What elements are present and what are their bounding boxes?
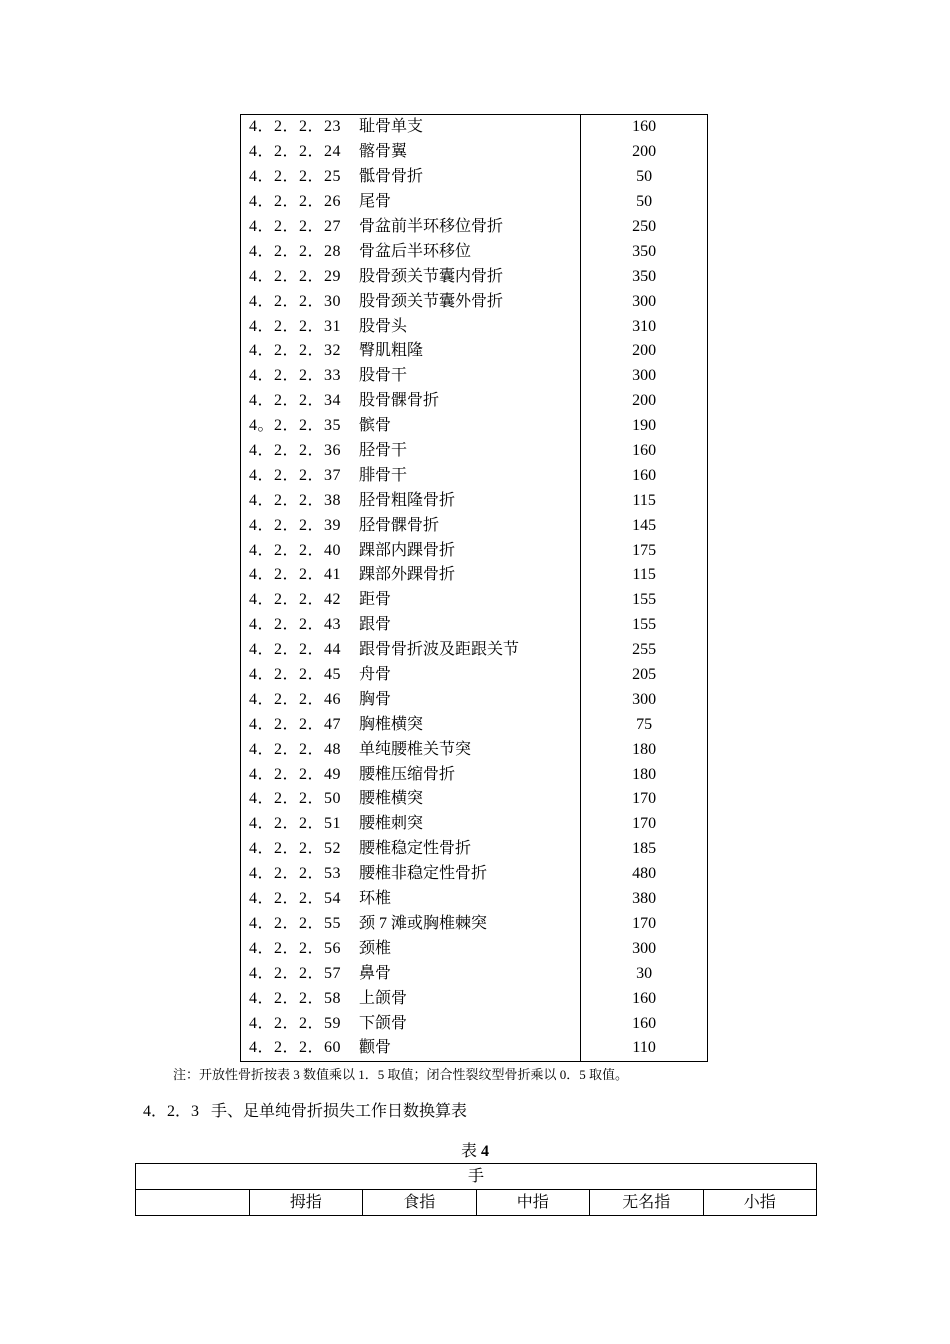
table-row <box>241 115 708 140</box>
item-name: 舟骨 <box>359 666 392 684</box>
value-cell: 350 <box>632 267 657 285</box>
value-cell: 380 <box>632 890 657 908</box>
item-cell <box>241 787 581 812</box>
item-name: 腰椎刺突 <box>359 815 424 833</box>
table-row <box>241 887 708 912</box>
value-cell: 155 <box>632 616 657 634</box>
table-row <box>241 463 708 488</box>
value-cell: 50 <box>636 168 653 186</box>
item-name: 胫骨干 <box>359 442 408 460</box>
caption-number: 4 <box>481 1143 489 1160</box>
table-row <box>241 439 708 464</box>
value-cell: 170 <box>632 815 657 833</box>
table-row <box>241 289 708 314</box>
item-number: 4．2．2．60 <box>249 1039 342 1057</box>
item-number: 4．2．2．32 <box>249 342 342 360</box>
item-name: 耻骨单支 <box>359 118 424 136</box>
item-cell <box>241 190 581 215</box>
item-cell <box>241 912 581 937</box>
item-cell <box>241 314 581 339</box>
item-name: 腰椎压缩骨折 <box>359 765 456 783</box>
section-heading <box>143 1101 467 1123</box>
table-row <box>241 488 708 513</box>
value-cell: 160 <box>632 466 657 484</box>
value-cell: 350 <box>632 242 657 260</box>
header-cell-thumb: 拇指 <box>249 1190 363 1216</box>
item-number: 4．2．2．28 <box>249 242 342 260</box>
table-row <box>241 364 708 389</box>
table-row <box>241 812 708 837</box>
item-name: 鼻骨 <box>359 964 392 982</box>
value-cell: 110 <box>632 1039 656 1057</box>
item-number: 4．2．2．41 <box>249 566 342 584</box>
item-cell <box>241 239 581 264</box>
item-number: 4．2．2．42 <box>249 591 342 609</box>
item-name: 胫骨粗隆骨折 <box>359 491 456 509</box>
item-name: 腰椎稳定性骨折 <box>359 840 472 858</box>
value-cell: 190 <box>632 417 657 435</box>
item-name: 股骨颈关节囊外骨折 <box>359 292 504 310</box>
caption-prefix: 表 <box>460 1143 477 1160</box>
value-cell: 310 <box>632 317 657 335</box>
item-number: 4．2．2．56 <box>249 939 342 957</box>
item-number: 4．2．2．30 <box>249 292 342 310</box>
item-cell <box>241 463 581 488</box>
header-cell-ring: 无名指 <box>590 1190 704 1216</box>
item-name: 腓骨干 <box>359 466 408 484</box>
item-cell <box>241 215 581 240</box>
value-cell: 200 <box>632 143 657 161</box>
table-4-caption <box>0 1141 950 1163</box>
item-cell <box>241 961 581 986</box>
table-3-fracture-days <box>240 114 708 1062</box>
item-cell <box>241 762 581 787</box>
table-row <box>241 712 708 737</box>
item-name: 骶骨骨折 <box>359 168 424 186</box>
value-cell: 115 <box>632 566 656 584</box>
table-row <box>241 314 708 339</box>
value-cell: 250 <box>632 218 657 235</box>
value-cell: 200 <box>632 392 657 410</box>
table-row <box>241 837 708 862</box>
item-number: 4．2．2．43 <box>249 616 342 634</box>
header-cell-middle: 中指 <box>476 1190 590 1216</box>
table-row <box>241 1036 708 1061</box>
item-name: 尾骨 <box>359 193 392 211</box>
section-number: 4．2．3 <box>143 1103 200 1120</box>
item-number: 4．2．2．53 <box>249 865 342 883</box>
value-cell: 75 <box>636 715 653 733</box>
table-row <box>241 165 708 190</box>
table-4-header-row <box>136 1190 817 1216</box>
item-name: 髂骨翼 <box>359 143 408 161</box>
item-number: 4．2．2．48 <box>249 740 342 758</box>
item-number: 4．2．2．40 <box>249 541 342 559</box>
item-name: 胫骨髁骨折 <box>359 516 440 534</box>
table-row <box>241 538 708 563</box>
item-number: 4．2．2．58 <box>249 989 342 1007</box>
item-cell <box>241 140 581 165</box>
item-number: 4．2．2．45 <box>249 666 342 684</box>
item-cell <box>241 687 581 712</box>
table-row <box>241 737 708 762</box>
item-cell <box>241 439 581 464</box>
item-number: 4．2．2．25 <box>249 168 342 186</box>
value-cell: 175 <box>632 541 657 559</box>
item-number: 4．2．2．26 <box>249 193 342 211</box>
item-name: 胸骨 <box>359 690 392 708</box>
item-cell <box>241 737 581 762</box>
item-cell <box>241 115 581 140</box>
table-row <box>241 1011 708 1036</box>
group-header-hand: 手 <box>136 1164 817 1190</box>
item-cell <box>241 588 581 613</box>
table-row <box>241 762 708 787</box>
item-name: 单纯腰椎关节突 <box>359 740 472 758</box>
value-cell: 170 <box>632 790 657 808</box>
table-row <box>241 638 708 663</box>
item-number: 4．2．2．52 <box>249 840 342 858</box>
item-number: 4．2．2．38 <box>249 491 342 509</box>
item-number: 4．2．2．33 <box>249 367 342 385</box>
item-cell <box>241 165 581 190</box>
item-number: 4．2．2．51 <box>249 815 342 833</box>
value-cell: 300 <box>632 292 657 310</box>
value-cell: 160 <box>632 1014 657 1032</box>
table-4-hand-foot <box>135 1163 817 1216</box>
item-cell <box>241 638 581 663</box>
item-cell <box>241 538 581 563</box>
item-cell <box>241 986 581 1011</box>
item-number: 4．2．2．23 <box>249 118 342 136</box>
item-name: 髌骨 <box>359 417 392 435</box>
item-name: 腰椎非稳定性骨折 <box>359 865 488 883</box>
item-name: 腰椎横突 <box>359 790 424 808</box>
item-cell <box>241 414 581 439</box>
item-name: 踝部外踝骨折 <box>359 566 456 584</box>
value-cell: 185 <box>632 840 657 858</box>
item-number: 4．2．2．39 <box>249 516 342 534</box>
value-cell: 30 <box>636 964 653 982</box>
table-row <box>241 687 708 712</box>
item-name: 环椎 <box>359 890 392 908</box>
table-row <box>241 563 708 588</box>
item-number: 4．2．2．50 <box>249 790 342 808</box>
item-number: 4．2．2．57 <box>249 964 342 982</box>
header-cell-little: 小指 <box>703 1190 817 1216</box>
item-cell <box>241 712 581 737</box>
item-number: 4．2．2．34 <box>249 392 342 410</box>
table-row <box>241 239 708 264</box>
table-row <box>241 986 708 1011</box>
table-row <box>241 190 708 215</box>
table-row <box>241 862 708 887</box>
item-cell <box>241 812 581 837</box>
item-number: 4．2．2．27 <box>249 218 342 235</box>
value-cell: 480 <box>632 865 657 883</box>
table-row <box>241 389 708 414</box>
item-name: 骨盆前半环移位骨折 <box>359 218 504 235</box>
value-cell: 160 <box>632 442 657 460</box>
item-name: 踝部内踝骨折 <box>359 541 456 559</box>
item-cell <box>241 663 581 688</box>
item-number: 4．2．2．46 <box>249 690 342 708</box>
table-row <box>241 588 708 613</box>
value-cell: 255 <box>632 641 657 659</box>
value-cell: 160 <box>632 989 657 1007</box>
item-number: 4．2．2．55 <box>249 914 342 932</box>
item-cell <box>241 1036 581 1061</box>
item-number: 4．2．2．54 <box>249 890 342 908</box>
item-name: 胸椎横突 <box>359 715 424 733</box>
item-name: 臀肌粗隆 <box>359 342 424 360</box>
section-title: 手、足单纯骨折损失工作日数换算表 <box>211 1103 468 1120</box>
item-cell <box>241 264 581 289</box>
item-name: 下颌骨 <box>359 1014 408 1032</box>
item-number: 4．2．2．44 <box>249 641 342 659</box>
value-cell: 145 <box>632 516 657 534</box>
value-cell: 300 <box>632 939 657 957</box>
value-cell: 180 <box>632 765 657 783</box>
item-cell <box>241 364 581 389</box>
value-cell: 50 <box>636 193 653 211</box>
table-row <box>241 912 708 937</box>
item-name: 上颌骨 <box>359 989 408 1007</box>
table-row <box>241 936 708 961</box>
item-name: 颧骨 <box>359 1039 392 1057</box>
item-name: 颈 7 滩或胸椎棘突 <box>359 914 488 932</box>
value-cell: 155 <box>632 591 657 609</box>
item-cell <box>241 389 581 414</box>
item-cell <box>241 887 581 912</box>
item-cell <box>241 513 581 538</box>
item-number: 4．2．2．37 <box>249 466 342 484</box>
item-number: 4．2．2．31 <box>249 317 342 335</box>
table-row <box>241 339 708 364</box>
item-cell <box>241 488 581 513</box>
item-name: 股骨头 <box>359 317 408 335</box>
header-cell-index: 食指 <box>363 1190 477 1216</box>
item-name: 股骨颈关节囊内骨折 <box>359 267 504 285</box>
item-number: 4．2．2．59 <box>249 1014 342 1032</box>
value-cell: 200 <box>632 342 657 360</box>
header-cell-blank <box>136 1190 250 1216</box>
table-row <box>241 215 708 240</box>
value-cell: 205 <box>632 666 657 684</box>
value-cell: 170 <box>632 914 657 932</box>
table-row <box>241 414 708 439</box>
item-cell <box>241 936 581 961</box>
table-row <box>241 961 708 986</box>
table-3-body <box>241 115 708 1062</box>
table-row <box>241 613 708 638</box>
item-number: 4．2．2．49 <box>249 765 342 783</box>
item-name: 颈椎 <box>359 939 392 957</box>
item-cell <box>241 563 581 588</box>
item-name: 骨盆后半环移位 <box>359 242 472 260</box>
table-note: 注：开放性骨折按表 3 数值乘以 1．5 取值；闭合性裂纹型骨折乘以 0．5 取值。 <box>173 1067 629 1082</box>
value-cell: 300 <box>632 367 657 385</box>
table-row <box>241 787 708 812</box>
table-row <box>241 264 708 289</box>
item-name: 跟骨 <box>359 616 392 634</box>
item-number: 4．2．2．36 <box>249 442 342 460</box>
item-cell <box>241 837 581 862</box>
value-cell: 180 <box>632 740 657 758</box>
item-number: 4。2．2．35 <box>249 417 342 435</box>
table-row <box>241 663 708 688</box>
item-name: 股骨髁骨折 <box>359 392 440 410</box>
value-cell: 300 <box>632 690 657 708</box>
item-name: 跟骨骨折波及距跟关节 <box>359 641 520 659</box>
item-name: 股骨干 <box>359 367 408 385</box>
item-number: 4．2．2．47 <box>249 715 342 733</box>
table-row <box>241 140 708 165</box>
table-4-group-row <box>136 1164 817 1190</box>
item-cell <box>241 289 581 314</box>
value-cell: 115 <box>632 491 656 509</box>
table-row <box>241 513 708 538</box>
item-cell <box>241 1011 581 1036</box>
item-number: 4．2．2．24 <box>249 143 342 161</box>
item-cell <box>241 613 581 638</box>
item-number: 4．2．2．29 <box>249 267 342 285</box>
item-cell <box>241 862 581 887</box>
item-cell <box>241 339 581 364</box>
value-cell: 160 <box>632 118 657 136</box>
item-name: 距骨 <box>359 591 392 609</box>
